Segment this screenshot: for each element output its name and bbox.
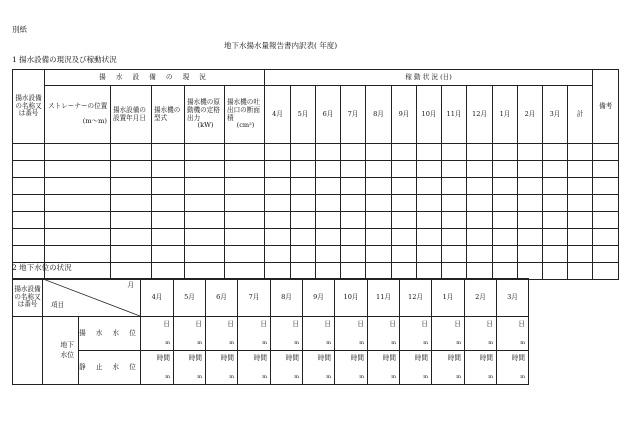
unit-label: 日	[518, 320, 526, 328]
unit-label: 日	[292, 320, 300, 328]
month-header: 6月	[316, 86, 341, 144]
unit-label: m	[359, 340, 365, 347]
table-cell[interactable]	[45, 161, 111, 178]
table-cell[interactable]	[392, 178, 417, 195]
unit-label: 時間	[447, 354, 462, 362]
unit-label: m	[197, 374, 203, 381]
level-entry-cell[interactable]	[368, 351, 400, 385]
table-cell[interactable]	[493, 229, 518, 246]
unit-label: m	[456, 374, 462, 381]
month-header: 10月	[417, 86, 442, 144]
month-header: 6月	[206, 279, 238, 317]
table-cell[interactable]	[593, 246, 619, 263]
unit-label: m	[326, 374, 332, 381]
table-cell[interactable]	[341, 229, 366, 246]
month-header: 7月	[238, 279, 271, 317]
table-cell[interactable]	[225, 178, 265, 195]
table-cell[interactable]	[152, 161, 185, 178]
unit-label: 日	[227, 320, 235, 328]
document-title: 地下水揚水量報告書内訳表( 年度)	[224, 41, 338, 50]
table-cell[interactable]	[316, 161, 341, 178]
unit-label: m	[359, 374, 365, 381]
table-cell[interactable]	[467, 212, 493, 229]
table-cell[interactable]	[45, 178, 111, 195]
strainer-header: ストレーナーの位置 (m〜m)	[45, 86, 111, 144]
table-cell[interactable]	[265, 195, 291, 212]
item-corner-label: 項目	[51, 301, 65, 310]
unit-label: 時間	[382, 354, 397, 362]
unit-label: m	[165, 374, 171, 381]
table-cell[interactable]	[417, 263, 442, 280]
table-cell[interactable]	[185, 229, 225, 246]
table-cell[interactable]	[392, 246, 417, 263]
month-header: 12月	[467, 86, 493, 144]
table-cell[interactable]	[13, 246, 45, 263]
level-entry-cell[interactable]	[206, 351, 238, 385]
table-cell[interactable]	[593, 229, 619, 246]
table-cell[interactable]	[13, 195, 45, 212]
table-cell[interactable]	[152, 144, 185, 161]
table-cell[interactable]	[111, 178, 152, 195]
table-cell[interactable]	[417, 212, 442, 229]
unit-label: m	[165, 340, 171, 347]
table-cell[interactable]	[152, 212, 185, 229]
month-header: 9月	[392, 86, 417, 144]
table-cell[interactable]	[225, 161, 265, 178]
table-cell[interactable]	[493, 246, 518, 263]
table-cell[interactable]	[45, 195, 111, 212]
table-cell[interactable]	[185, 212, 225, 229]
table-cell[interactable]	[543, 144, 568, 161]
unit-label: 時間	[188, 354, 203, 362]
table-cell[interactable]	[417, 161, 442, 178]
pump-type-header: 揚水機の型式	[152, 86, 185, 144]
table-cell[interactable]	[111, 263, 152, 280]
level-entry-cell[interactable]	[141, 351, 174, 385]
table-cell[interactable]	[366, 246, 392, 263]
table-cell[interactable]	[467, 195, 493, 212]
month-header: 4月	[265, 86, 291, 144]
section1-heading: 1 揚水設備の現況及び稼動状況	[12, 55, 117, 64]
table-cell[interactable]	[152, 246, 185, 263]
install-date-header: 揚水設備の設置年月日	[111, 86, 152, 144]
groundwater-group-label: 地下水位	[57, 317, 79, 385]
unit-label: 時間	[414, 354, 429, 362]
table-cell[interactable]	[265, 246, 291, 263]
table-cell[interactable]	[291, 212, 316, 229]
table-cell[interactable]	[518, 229, 543, 246]
table-cell[interactable]	[45, 246, 111, 263]
table-cell[interactable]	[392, 144, 417, 161]
level-entry-cell[interactable]	[174, 317, 206, 351]
level-entry-cell[interactable]	[465, 351, 497, 385]
table-cell[interactable]	[111, 212, 152, 229]
table-cell[interactable]	[366, 212, 392, 229]
table-cell[interactable]	[442, 246, 467, 263]
table-cell[interactable]	[366, 161, 392, 178]
operation-group-header: 稼 動 状 況 (日)	[265, 70, 593, 86]
table-cell[interactable]	[442, 229, 467, 246]
table-cell[interactable]	[593, 144, 619, 161]
table-cell[interactable]	[341, 212, 366, 229]
table-cell[interactable]	[185, 178, 225, 195]
unit-label: 時間	[156, 354, 171, 362]
table-cell[interactable]	[291, 263, 316, 280]
table-cell[interactable]	[111, 144, 152, 161]
table-cell[interactable]	[265, 161, 291, 178]
facility-name-header-2: 揚水設備の名称又は番号	[13, 279, 43, 317]
table-cell[interactable]	[467, 246, 493, 263]
table-cell[interactable]	[392, 161, 417, 178]
table-cell[interactable]	[593, 178, 619, 195]
table-cell[interactable]	[45, 229, 111, 246]
table-cell[interactable]	[518, 263, 543, 280]
unit-label: m	[294, 374, 300, 381]
table-cell[interactable]	[366, 195, 392, 212]
level-entry-cell[interactable]	[271, 351, 303, 385]
table-cell[interactable]	[111, 229, 152, 246]
table-cell[interactable]	[467, 178, 493, 195]
table-cell[interactable]	[13, 161, 45, 178]
table-cell[interactable]	[225, 212, 265, 229]
table-cell[interactable]	[265, 144, 291, 161]
table-cell[interactable]	[265, 229, 291, 246]
table-cell[interactable]	[152, 229, 185, 246]
table-cell[interactable]	[152, 178, 185, 195]
unit-label: 日	[486, 320, 494, 328]
unit-label: m	[326, 340, 332, 347]
level-entry-cell[interactable]	[497, 351, 529, 385]
month-header: 5月	[174, 279, 206, 317]
month-header: 10月	[335, 279, 368, 317]
table-cell[interactable]	[341, 178, 366, 195]
motor-output-header: 揚水機の原動機の定格出力 (kW)	[185, 86, 225, 144]
table-cell[interactable]	[568, 229, 593, 246]
table-cell[interactable]	[111, 195, 152, 212]
level-entry-cell[interactable]	[238, 317, 271, 351]
unit-label: 時間	[350, 354, 365, 362]
unit-label: m	[391, 374, 397, 381]
table-cell[interactable]	[366, 229, 392, 246]
month-header: 5月	[291, 86, 316, 144]
table-cell[interactable]	[568, 161, 593, 178]
table-cell[interactable]	[568, 246, 593, 263]
table-cell[interactable]	[493, 263, 518, 280]
unit-label: 日	[421, 320, 429, 328]
table-cell[interactable]	[45, 212, 111, 229]
table-cell[interactable]	[442, 263, 467, 280]
unit-label: 時間	[511, 354, 526, 362]
level-entry-cell[interactable]	[432, 351, 465, 385]
section2-heading: 2 地下水位の状況	[12, 263, 72, 272]
table-cell[interactable]	[291, 195, 316, 212]
level-entry-cell[interactable]	[206, 317, 238, 351]
table-cell[interactable]	[568, 212, 593, 229]
table-cell[interactable]	[341, 161, 366, 178]
unit-label: m	[229, 340, 235, 347]
pumping-level-label: 揚 水 水 位	[79, 317, 141, 351]
unit-label: 日	[324, 320, 332, 328]
level-entry-cell[interactable]	[400, 317, 432, 351]
month-header: 2月	[518, 86, 543, 144]
table-cell[interactable]	[467, 144, 493, 161]
table-cell[interactable]	[518, 195, 543, 212]
table-cell[interactable]	[392, 212, 417, 229]
table-cell[interactable]	[291, 161, 316, 178]
table-cell[interactable]	[442, 195, 467, 212]
table-cell[interactable]	[13, 229, 45, 246]
level-entry-cell[interactable]	[335, 351, 368, 385]
table-cell[interactable]	[316, 263, 341, 280]
table-cell[interactable]	[185, 144, 225, 161]
unit-label: m	[294, 340, 300, 347]
table-cell[interactable]	[493, 195, 518, 212]
table-cell[interactable]	[341, 246, 366, 263]
table-cell[interactable]	[518, 178, 543, 195]
month-header: 1月	[493, 86, 518, 144]
table-cell[interactable]	[225, 246, 265, 263]
unit-label: m	[456, 340, 462, 347]
level-entry-cell[interactable]	[303, 351, 335, 385]
table-cell[interactable]	[13, 212, 45, 229]
level-entry-cell[interactable]	[368, 317, 400, 351]
table-cell[interactable]	[316, 246, 341, 263]
table-cell[interactable]	[442, 161, 467, 178]
outlet-area-header: 揚水機の吐出口の断面積 (cm²)	[225, 86, 265, 144]
table-cell[interactable]	[13, 178, 45, 195]
table-cell[interactable]	[265, 212, 291, 229]
unit-label: 日	[260, 320, 268, 328]
table-cell[interactable]	[493, 161, 518, 178]
level-entry-cell[interactable]	[432, 317, 465, 351]
table-cell[interactable]	[366, 178, 392, 195]
table-cell[interactable]	[493, 212, 518, 229]
unit-label: m	[391, 340, 397, 347]
month-header: 11月	[442, 86, 467, 144]
table-cell[interactable]	[442, 178, 467, 195]
groundwater-level-table	[12, 278, 529, 385]
table-cell[interactable]	[518, 161, 543, 178]
month-header: 3月	[497, 279, 529, 317]
table-cell[interactable]	[518, 246, 543, 263]
annex-label: 別紙	[12, 25, 27, 34]
diagonal-line-icon	[43, 279, 140, 316]
table-cell[interactable]	[593, 161, 619, 178]
table-cell[interactable]	[185, 161, 225, 178]
month-header: 8月	[271, 279, 303, 317]
month-corner-label: 月	[127, 281, 135, 289]
month-header: 12月	[400, 279, 432, 317]
level-entry-cell[interactable]	[400, 351, 432, 385]
table-cell[interactable]	[417, 195, 442, 212]
table-cell[interactable]	[593, 263, 619, 280]
unit-label: m	[262, 340, 268, 347]
table-cell[interactable]	[366, 263, 392, 280]
unit-label: 時間	[317, 354, 332, 362]
unit-label: 日	[389, 320, 397, 328]
table-cell[interactable]	[417, 178, 442, 195]
table-cell[interactable]	[467, 229, 493, 246]
table-cell[interactable]	[543, 161, 568, 178]
table-cell[interactable]	[111, 161, 152, 178]
table-cell[interactable]	[568, 263, 593, 280]
table-cell[interactable]	[568, 178, 593, 195]
unit-label: m	[197, 340, 203, 347]
table-cell[interactable]	[543, 195, 568, 212]
unit-label: 時間	[285, 354, 300, 362]
unit-label: m	[488, 340, 494, 347]
table-cell[interactable]	[316, 195, 341, 212]
table-cell[interactable]	[543, 246, 568, 263]
table-cell[interactable]	[543, 212, 568, 229]
facility-status-group-header: 揚 水 設 備 の 現 況	[45, 70, 265, 86]
table-cell[interactable]	[152, 195, 185, 212]
month-header: 9月	[303, 279, 335, 317]
table-cell[interactable]	[543, 263, 568, 280]
table-cell[interactable]	[467, 263, 493, 280]
table-cell[interactable]	[291, 246, 316, 263]
table-cell[interactable]	[593, 195, 619, 212]
table-cell[interactable]	[392, 229, 417, 246]
table-cell[interactable]	[291, 144, 316, 161]
table-cell[interactable]	[265, 178, 291, 195]
table-cell[interactable]	[316, 144, 341, 161]
unit-label: 時間	[479, 354, 494, 362]
unit-label: 日	[195, 320, 203, 328]
table-cell[interactable]	[543, 229, 568, 246]
static-level-label: 静 止 水 位	[79, 351, 141, 385]
table-cell[interactable]	[316, 212, 341, 229]
table-cell[interactable]	[593, 212, 619, 229]
level-entry-cell[interactable]	[303, 317, 335, 351]
unit-label: m	[423, 374, 429, 381]
table-cell[interactable]	[291, 229, 316, 246]
unit-label: m	[262, 374, 268, 381]
facility-name-cell	[13, 317, 43, 385]
total-header: 計	[568, 86, 593, 144]
facility-name-header: 揚水設備の名称又は番号	[13, 70, 45, 144]
month-item-diagonal-cell	[43, 279, 141, 317]
month-header: 11月	[368, 279, 400, 317]
blank-gap-cell	[43, 317, 57, 385]
table-cell[interactable]	[316, 178, 341, 195]
table-cell[interactable]	[467, 161, 493, 178]
table-cell[interactable]	[45, 144, 111, 161]
unit-label: 日	[454, 320, 462, 328]
unit-label: 日	[163, 320, 171, 328]
level-entry-cell[interactable]	[465, 317, 497, 351]
table-cell[interactable]	[265, 263, 291, 280]
month-header: 1月	[432, 279, 465, 317]
table-cell[interactable]	[225, 263, 265, 280]
table-cell[interactable]	[493, 178, 518, 195]
table-cell[interactable]	[568, 195, 593, 212]
unit-label: m	[423, 340, 429, 347]
unit-label: 時間	[253, 354, 268, 362]
level-entry-cell[interactable]	[497, 317, 529, 351]
unit-label: m	[520, 374, 526, 381]
level-entry-cell[interactable]	[141, 317, 174, 351]
table-cell[interactable]	[225, 195, 265, 212]
operation-status-table	[12, 69, 619, 280]
table-cell[interactable]	[417, 229, 442, 246]
level-entry-cell[interactable]	[271, 317, 303, 351]
table-cell[interactable]	[518, 144, 543, 161]
month-header: 7月	[341, 86, 366, 144]
table-cell[interactable]	[225, 144, 265, 161]
month-header: 3月	[543, 86, 568, 144]
unit-label: 時間	[220, 354, 235, 362]
table-cell[interactable]	[111, 246, 152, 263]
table-cell[interactable]	[316, 229, 341, 246]
table-cell[interactable]	[392, 195, 417, 212]
table-cell[interactable]	[392, 263, 417, 280]
unit-label: 日	[357, 320, 365, 328]
month-header: 8月	[366, 86, 392, 144]
level-entry-cell[interactable]	[174, 351, 206, 385]
table-cell[interactable]	[225, 229, 265, 246]
table-cell[interactable]	[13, 144, 45, 161]
table-cell[interactable]	[366, 144, 392, 161]
table-cell[interactable]	[442, 144, 467, 161]
table-cell[interactable]	[493, 144, 518, 161]
remarks-header: 備考	[593, 70, 619, 144]
table-cell[interactable]	[442, 212, 467, 229]
table-cell[interactable]	[341, 195, 366, 212]
unit-label: m	[488, 374, 494, 381]
table-cell[interactable]	[341, 263, 366, 280]
table-cell[interactable]	[185, 263, 225, 280]
unit-label: m	[229, 374, 235, 381]
level-entry-cell[interactable]	[335, 317, 368, 351]
table-cell[interactable]	[185, 195, 225, 212]
table-cell[interactable]	[518, 212, 543, 229]
unit-label: m	[520, 340, 526, 347]
table-cell[interactable]	[417, 144, 442, 161]
table-cell[interactable]	[341, 144, 366, 161]
table-cell[interactable]	[568, 144, 593, 161]
table-cell[interactable]	[291, 178, 316, 195]
table-cell[interactable]	[185, 246, 225, 263]
month-header: 4月	[141, 279, 174, 317]
table-cell[interactable]	[152, 263, 185, 280]
month-header: 2月	[465, 279, 497, 317]
table-cell[interactable]	[543, 178, 568, 195]
level-entry-cell[interactable]	[238, 351, 271, 385]
table-cell[interactable]	[417, 246, 442, 263]
